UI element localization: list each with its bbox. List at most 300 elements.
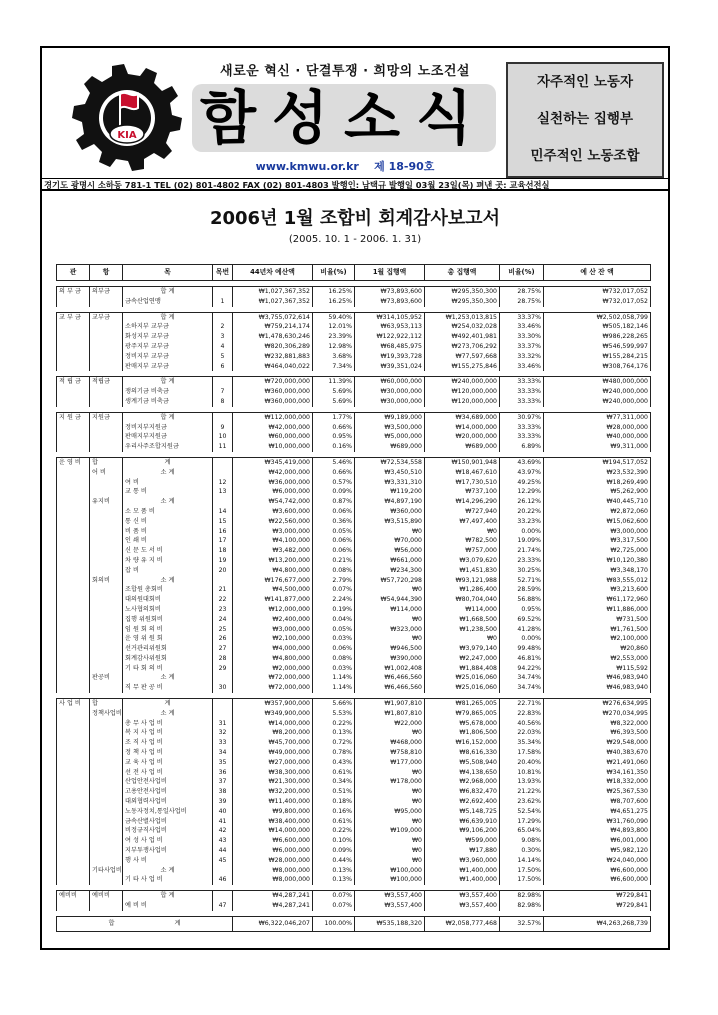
budget-cell: ₩45,700,000 bbox=[233, 738, 313, 748]
subcategory-cell bbox=[90, 748, 123, 758]
item-cell: 고용안전사업비 bbox=[123, 787, 213, 797]
budget-rate-cell: 5.66% bbox=[313, 699, 355, 709]
item-cell: 소하지부 교부금 bbox=[123, 322, 213, 332]
item-number-cell: 36 bbox=[213, 768, 233, 778]
item-number-cell: 32 bbox=[213, 728, 233, 738]
remaining-budget-cell: ₩40,000,000 bbox=[544, 432, 651, 442]
budget-rate-cell: 2.79% bbox=[313, 576, 355, 586]
spent-rate-cell: 40.56% bbox=[500, 719, 544, 729]
spent-rate-cell: 49.25% bbox=[500, 478, 544, 488]
item-number-cell bbox=[213, 377, 233, 387]
item-number-cell: 27 bbox=[213, 644, 233, 654]
item-number-cell: 38 bbox=[213, 787, 233, 797]
total-spent-cell: ₩4,138,650 bbox=[425, 768, 500, 778]
budget-cell: ₩4,500,000 bbox=[233, 585, 313, 595]
subcategory-cell bbox=[90, 342, 123, 352]
budget-cell: ₩13,200,000 bbox=[233, 556, 313, 566]
budget-rate-cell: 5.69% bbox=[313, 387, 355, 397]
budget-rate-cell: 0.13% bbox=[313, 728, 355, 738]
header-cell: 총 집행액 bbox=[425, 265, 500, 281]
subcategory-cell bbox=[90, 901, 123, 911]
total-spent-cell: ₩3,960,000 bbox=[425, 856, 500, 866]
total-spent-cell: ₩5,148,725 bbox=[425, 807, 500, 817]
subcategory-cell bbox=[90, 634, 123, 644]
item-cell: 생계기금 비축금 bbox=[123, 397, 213, 407]
subcategory-cell bbox=[90, 487, 123, 497]
spent-rate-cell: 33.30% bbox=[500, 332, 544, 342]
remaining-budget-cell: ₩31,760,090 bbox=[544, 817, 651, 827]
spent-rate-cell: 9.08% bbox=[500, 836, 544, 846]
january-spent-cell: ₩360,000 bbox=[355, 507, 425, 517]
budget-cell: ₩60,000,000 bbox=[233, 432, 313, 442]
item-number-cell: 41 bbox=[213, 817, 233, 827]
group-total-row bbox=[57, 412, 651, 422]
category-cell bbox=[57, 536, 90, 546]
total-spent-cell: ₩17,730,510 bbox=[425, 478, 500, 488]
budget-cell: ₩8,000,000 bbox=[233, 866, 313, 876]
item-number-cell: 35 bbox=[213, 758, 233, 768]
total-spent-cell: ₩2,247,000 bbox=[425, 654, 500, 664]
budget-rate-cell: 23.39% bbox=[313, 332, 355, 342]
table-row bbox=[57, 536, 651, 546]
spent-rate-cell: 28.75% bbox=[500, 297, 544, 307]
item-number-cell bbox=[213, 673, 233, 683]
remaining-budget-cell: ₩2,725,000 bbox=[544, 546, 651, 556]
january-spent-cell: ₩30,000,000 bbox=[355, 387, 425, 397]
spent-rate-cell: 30.25% bbox=[500, 566, 544, 576]
total-spent-cell: ₩14,000,000 bbox=[425, 423, 500, 433]
total-spent-cell: ₩114,000 bbox=[425, 605, 500, 615]
item-cell: 잡 비 bbox=[123, 566, 213, 576]
budget-rate-cell: 0.36% bbox=[313, 517, 355, 527]
category-cell bbox=[57, 352, 90, 362]
remaining-budget-cell: ₩15,062,600 bbox=[544, 517, 651, 527]
category-cell bbox=[57, 423, 90, 433]
january-spent-cell: ₩177,000 bbox=[355, 758, 425, 768]
item-cell: 소 모 품 비 bbox=[123, 507, 213, 517]
category-cell bbox=[57, 644, 90, 654]
item-cell: 대의원대회비 bbox=[123, 595, 213, 605]
subcategory-cell: 적립금 bbox=[90, 377, 123, 387]
january-spent-cell: ₩109,000 bbox=[355, 826, 425, 836]
item-cell: 노동자정치,통일사업비 bbox=[123, 807, 213, 817]
item-number-cell: 40 bbox=[213, 807, 233, 817]
budget-rate-cell: 0.61% bbox=[313, 817, 355, 827]
item-cell: 정비지부지원금 bbox=[123, 423, 213, 433]
budget-cell: ₩38,300,000 bbox=[233, 768, 313, 778]
item-number-cell: 1 bbox=[213, 297, 233, 307]
january-spent-cell: ₩1,907,810 bbox=[355, 699, 425, 709]
january-spent-cell: ₩234,300 bbox=[355, 566, 425, 576]
remaining-budget-cell: ₩61,172,960 bbox=[544, 595, 651, 605]
item-number-cell: 22 bbox=[213, 595, 233, 605]
item-cell: 합 계 bbox=[123, 287, 213, 297]
remaining-budget-cell: ₩729,841 bbox=[544, 891, 651, 901]
remaining-budget-cell: ₩21,491,060 bbox=[544, 758, 651, 768]
january-spent-cell: ₩3,500,000 bbox=[355, 423, 425, 433]
table-row bbox=[57, 585, 651, 595]
subcategory-cell bbox=[90, 362, 123, 372]
motto-line: 민주적인 노동조합 bbox=[530, 148, 640, 164]
table-row bbox=[57, 297, 651, 307]
spent-rate-cell: 69.52% bbox=[500, 615, 544, 625]
spent-rate-cell: 94.22% bbox=[500, 664, 544, 674]
item-cell: 기 타 사 업 비 bbox=[123, 875, 213, 885]
item-cell: 우리사주조합지원금 bbox=[123, 442, 213, 452]
total-spent-cell: ₩2,058,777,468 bbox=[425, 916, 500, 931]
total-spent-cell: ₩492,401,981 bbox=[425, 332, 500, 342]
remaining-budget-cell: ₩40,383,670 bbox=[544, 748, 651, 758]
item-cell: 계 bbox=[123, 457, 213, 467]
budget-cell: ₩820,306,289 bbox=[233, 342, 313, 352]
remaining-budget-cell: ₩83,555,012 bbox=[544, 576, 651, 586]
budget-rate-cell: 0.08% bbox=[313, 566, 355, 576]
table-row bbox=[57, 595, 651, 605]
header-cell: 44년차 예산액 bbox=[233, 265, 313, 281]
remaining-budget-cell: ₩240,000,000 bbox=[544, 387, 651, 397]
budget-cell: ₩464,040,022 bbox=[233, 362, 313, 372]
category-cell bbox=[57, 664, 90, 674]
budget-rate-cell: 12.01% bbox=[313, 322, 355, 332]
table-row bbox=[57, 387, 651, 397]
total-spent-cell: ₩93,121,988 bbox=[425, 576, 500, 586]
website-link[interactable]: www.kmwu.or.kr bbox=[255, 160, 359, 173]
header-cell: 목 bbox=[123, 265, 213, 281]
january-spent-cell: ₩3,515,890 bbox=[355, 517, 425, 527]
report-title: 2006년 1월 조합비 회계감사보고서 bbox=[209, 208, 501, 229]
remaining-budget-cell: ₩1,761,500 bbox=[544, 625, 651, 635]
budget-rate-cell: 16.25% bbox=[313, 297, 355, 307]
subcategory-cell bbox=[90, 683, 123, 693]
total-spent-cell: ₩120,000,000 bbox=[425, 387, 500, 397]
subcategory-cell bbox=[90, 615, 123, 625]
category-cell bbox=[57, 901, 90, 911]
budget-cell: ₩112,000,000 bbox=[233, 412, 313, 422]
budget-cell: ₩2,400,000 bbox=[233, 615, 313, 625]
budget-cell: ₩4,287,241 bbox=[233, 891, 313, 901]
remaining-budget-cell: ₩40,445,710 bbox=[544, 497, 651, 507]
masthead-title: 함성소식 bbox=[192, 84, 496, 152]
table-row bbox=[57, 478, 651, 488]
table-row bbox=[57, 807, 651, 817]
january-spent-cell: ₩0 bbox=[355, 615, 425, 625]
category-cell bbox=[57, 875, 90, 885]
item-cell: 교 육 사 업 비 bbox=[123, 758, 213, 768]
spent-rate-cell: 26.12% bbox=[500, 497, 544, 507]
budget-rate-cell: 0.78% bbox=[313, 748, 355, 758]
item-cell: 총 무 사 업 비 bbox=[123, 719, 213, 729]
subcategory-cell bbox=[90, 625, 123, 635]
table-row bbox=[57, 728, 651, 738]
spent-rate-cell: 12.29% bbox=[500, 487, 544, 497]
category-cell bbox=[57, 807, 90, 817]
budget-rate-cell: 0.51% bbox=[313, 787, 355, 797]
january-spent-cell: ₩56,000 bbox=[355, 546, 425, 556]
january-spent-cell: ₩73,893,600 bbox=[355, 287, 425, 297]
item-number-cell bbox=[213, 412, 233, 422]
budget-cell: ₩21,300,000 bbox=[233, 777, 313, 787]
table-row bbox=[57, 768, 651, 778]
january-spent-cell: ₩323,000 bbox=[355, 625, 425, 635]
item-cell: 대외협력사업비 bbox=[123, 797, 213, 807]
budget-rate-cell: 0.06% bbox=[313, 644, 355, 654]
january-spent-cell: ₩390,000 bbox=[355, 654, 425, 664]
january-spent-cell: ₩100,000 bbox=[355, 866, 425, 876]
category-cell bbox=[57, 719, 90, 729]
budget-rate-cell: 0.16% bbox=[313, 442, 355, 452]
budget-rate-cell: 0.44% bbox=[313, 856, 355, 866]
total-spent-cell: ₩3,079,620 bbox=[425, 556, 500, 566]
item-number-cell: 42 bbox=[213, 826, 233, 836]
budget-cell: ₩4,100,000 bbox=[233, 536, 313, 546]
total-spent-cell: ₩599,000 bbox=[425, 836, 500, 846]
table-row bbox=[57, 566, 651, 576]
budget-rate-cell: 0.06% bbox=[313, 536, 355, 546]
item-number-cell: 8 bbox=[213, 397, 233, 407]
spent-rate-cell: 33.33% bbox=[500, 377, 544, 387]
budget-rate-cell: 0.06% bbox=[313, 507, 355, 517]
january-spent-cell: ₩0 bbox=[355, 836, 425, 846]
subcategory-cell bbox=[90, 875, 123, 885]
item-cell: 기 타 회 의 비 bbox=[123, 664, 213, 674]
category-cell: 교 부 금 bbox=[57, 312, 90, 322]
item-number-cell: 20 bbox=[213, 566, 233, 576]
subcategory-cell bbox=[90, 797, 123, 807]
item-number-cell: 4 bbox=[213, 342, 233, 352]
subcategory-cell bbox=[90, 768, 123, 778]
item-cell: 쟁의기금 비축금 bbox=[123, 387, 213, 397]
item-cell: 합 계 bbox=[123, 412, 213, 422]
budget-cell: ₩6,000,000 bbox=[233, 487, 313, 497]
subcategory-cell bbox=[90, 654, 123, 664]
item-number-cell: 45 bbox=[213, 856, 233, 866]
contact-bar: 경기도 광명시 소하동 781-1 TEL (02) 801-4802 FAX (02) 801-4803 발행인: 남택규 발행일 03월 23일(목) 펴낸 곳: 교육선전실 bbox=[42, 178, 668, 191]
item-cell: 선거관리위원회 bbox=[123, 644, 213, 654]
subcategory-cell bbox=[90, 536, 123, 546]
header-cell: 1월 집행액 bbox=[355, 265, 425, 281]
category-cell: 의 부 금 bbox=[57, 287, 90, 297]
budget-cell: ₩14,000,000 bbox=[233, 826, 313, 836]
total-spent-cell: ₩689,000 bbox=[425, 442, 500, 452]
group-total-row bbox=[57, 377, 651, 387]
january-spent-cell: ₩54,944,390 bbox=[355, 595, 425, 605]
budget-cell: ₩22,560,000 bbox=[233, 517, 313, 527]
category-cell: 적 립 금 bbox=[57, 377, 90, 387]
budget-cell: ₩72,000,000 bbox=[233, 673, 313, 683]
total-spent-cell: ₩727,940 bbox=[425, 507, 500, 517]
item-number-cell: 2 bbox=[213, 322, 233, 332]
table-row bbox=[57, 748, 651, 758]
budget-rate-cell: 0.21% bbox=[313, 556, 355, 566]
january-spent-cell: ₩57,720,298 bbox=[355, 576, 425, 586]
budget-rate-cell: 1.77% bbox=[313, 412, 355, 422]
subcategory-cell bbox=[90, 478, 123, 488]
january-spent-cell: ₩3,557,400 bbox=[355, 891, 425, 901]
spent-rate-cell: 23.33% bbox=[500, 556, 544, 566]
logo-text: KIA bbox=[117, 130, 137, 141]
budget-cell: ₩6,600,000 bbox=[233, 836, 313, 846]
subcategory-cell: 교부금 bbox=[90, 312, 123, 322]
remaining-budget-cell: ₩5,982,120 bbox=[544, 846, 651, 856]
january-spent-cell: ₩468,000 bbox=[355, 738, 425, 748]
budget-rate-cell: 0.04% bbox=[313, 615, 355, 625]
remaining-budget-cell: ₩18,269,490 bbox=[544, 478, 651, 488]
table-row bbox=[57, 507, 651, 517]
total-spent-cell: ₩1,668,500 bbox=[425, 615, 500, 625]
subcategory-cell bbox=[90, 595, 123, 605]
january-spent-cell: ₩72,534,558 bbox=[355, 457, 425, 467]
total-spent-cell: ₩757,000 bbox=[425, 546, 500, 556]
category-cell bbox=[57, 787, 90, 797]
budget-cell: ₩1,027,367,352 bbox=[233, 287, 313, 297]
budget-rate-cell: 59.40% bbox=[313, 312, 355, 322]
remaining-budget-cell: ₩4,893,800 bbox=[544, 826, 651, 836]
spent-rate-cell: 33.33% bbox=[500, 387, 544, 397]
total-spent-cell: ₩273,706,292 bbox=[425, 342, 500, 352]
category-cell bbox=[57, 468, 90, 478]
january-spent-cell: ₩0 bbox=[355, 817, 425, 827]
total-spent-cell: ₩25,016,060 bbox=[425, 683, 500, 693]
category-cell: 예비비 bbox=[57, 891, 90, 901]
table-row bbox=[57, 856, 651, 866]
budget-rate-cell: 0.72% bbox=[313, 738, 355, 748]
item-cell: 소 계 bbox=[123, 709, 213, 719]
table-row bbox=[57, 709, 651, 719]
january-spent-cell: ₩95,000 bbox=[355, 807, 425, 817]
category-cell bbox=[57, 605, 90, 615]
spent-rate-cell: 13.93% bbox=[500, 777, 544, 787]
table-row bbox=[57, 866, 651, 876]
table-row bbox=[57, 576, 651, 586]
item-cell: 광주지부 교부금 bbox=[123, 342, 213, 352]
spent-rate-cell: 0.95% bbox=[500, 605, 544, 615]
total-spent-cell: ₩1,238,500 bbox=[425, 625, 500, 635]
header-cell: 예 산 잔 액 bbox=[544, 265, 651, 281]
item-cell: 신 문 도 서 비 bbox=[123, 546, 213, 556]
motto-box bbox=[506, 62, 664, 178]
grand-total-label-part: 합 bbox=[108, 919, 115, 927]
category-cell bbox=[57, 826, 90, 836]
subcategory-cell bbox=[90, 566, 123, 576]
budget-cell: ₩141,877,000 bbox=[233, 595, 313, 605]
category-cell: 운 영 비 bbox=[57, 457, 90, 467]
january-spent-cell: ₩0 bbox=[355, 768, 425, 778]
table-row bbox=[57, 332, 651, 342]
category-cell bbox=[57, 836, 90, 846]
budget-rate-cell: 7.34% bbox=[313, 362, 355, 372]
category-cell bbox=[57, 634, 90, 644]
budget-rate-cell: 5.46% bbox=[313, 457, 355, 467]
table-row bbox=[57, 352, 651, 362]
january-spent-cell: ₩0 bbox=[355, 634, 425, 644]
january-spent-cell: ₩0 bbox=[355, 585, 425, 595]
spent-rate-cell: 52.54% bbox=[500, 807, 544, 817]
total-spent-cell: ₩120,000,000 bbox=[425, 397, 500, 407]
remaining-budget-cell: ₩270,034,995 bbox=[544, 709, 651, 719]
subcategory-cell: 합 bbox=[90, 699, 123, 709]
budget-cell: ₩28,000,000 bbox=[233, 856, 313, 866]
gear-logo-icon bbox=[70, 58, 192, 176]
item-number-cell: 10 bbox=[213, 432, 233, 442]
budget-cell: ₩6,322,046,207 bbox=[233, 916, 313, 931]
budget-rate-cell: 0.05% bbox=[313, 527, 355, 537]
category-cell bbox=[57, 546, 90, 556]
category-cell bbox=[57, 654, 90, 664]
spent-rate-cell: 0.00% bbox=[500, 634, 544, 644]
category-cell bbox=[57, 517, 90, 527]
budget-cell: ₩14,000,000 bbox=[233, 719, 313, 729]
spent-rate-cell: 6.89% bbox=[500, 442, 544, 452]
remaining-budget-cell: ₩3,000,000 bbox=[544, 527, 651, 537]
table-row bbox=[57, 362, 651, 372]
remaining-budget-cell: ₩194,517,052 bbox=[544, 457, 651, 467]
table-row bbox=[57, 625, 651, 635]
spent-rate-cell: 82.98% bbox=[500, 901, 544, 911]
january-spent-cell: ₩39,351,024 bbox=[355, 362, 425, 372]
category-cell bbox=[57, 768, 90, 778]
spent-rate-cell: 35.34% bbox=[500, 738, 544, 748]
subcategory-cell bbox=[90, 507, 123, 517]
subcategory-cell bbox=[90, 719, 123, 729]
spent-rate-cell: 0.30% bbox=[500, 846, 544, 856]
remaining-budget-cell: ₩29,548,000 bbox=[544, 738, 651, 748]
spent-rate-cell: 34.74% bbox=[500, 673, 544, 683]
spent-rate-cell: 33.32% bbox=[500, 352, 544, 362]
spent-rate-cell: 33.46% bbox=[500, 362, 544, 372]
subcategory-cell bbox=[90, 517, 123, 527]
budget-cell: ₩3,000,000 bbox=[233, 527, 313, 537]
group-total-row bbox=[57, 312, 651, 322]
subcategory-cell bbox=[90, 846, 123, 856]
budget-cell: ₩360,000,000 bbox=[233, 387, 313, 397]
item-cell: 계 bbox=[123, 699, 213, 709]
subcategory-cell bbox=[90, 826, 123, 836]
spent-rate-cell: 99.48% bbox=[500, 644, 544, 654]
motto-line: 자주적인 노동자 bbox=[537, 74, 633, 90]
item-number-cell: 16 bbox=[213, 527, 233, 537]
category-cell bbox=[57, 527, 90, 537]
category-cell bbox=[57, 738, 90, 748]
january-spent-cell: ₩73,893,600 bbox=[355, 297, 425, 307]
budget-cell: ₩12,000,000 bbox=[233, 605, 313, 615]
budget-cell: ₩360,000,000 bbox=[233, 397, 313, 407]
remaining-budget-cell: ₩20,860 bbox=[544, 644, 651, 654]
category-cell: 사 업 비 bbox=[57, 699, 90, 709]
category-cell bbox=[57, 625, 90, 635]
january-spent-cell: ₩60,000,000 bbox=[355, 377, 425, 387]
category-cell: 지 원 금 bbox=[57, 412, 90, 422]
remaining-budget-cell: ₩731,500 bbox=[544, 615, 651, 625]
january-spent-cell: ₩5,000,000 bbox=[355, 432, 425, 442]
category-cell bbox=[57, 362, 90, 372]
total-spent-cell: ₩782,500 bbox=[425, 536, 500, 546]
budget-rate-cell: 0.19% bbox=[313, 605, 355, 615]
total-spent-cell: ₩25,016,060 bbox=[425, 673, 500, 683]
total-spent-cell: ₩3,557,400 bbox=[425, 901, 500, 911]
spent-rate-cell: 56.88% bbox=[500, 595, 544, 605]
spent-rate-cell: 10.81% bbox=[500, 768, 544, 778]
budget-rate-cell: 100.00% bbox=[313, 916, 355, 931]
january-spent-cell: ₩6,466,560 bbox=[355, 683, 425, 693]
issue-number: 제 18-90호 bbox=[374, 160, 435, 173]
total-spent-cell: ₩1,884,408 bbox=[425, 664, 500, 674]
spent-rate-cell: 22.03% bbox=[500, 728, 544, 738]
budget-cell: ₩38,400,000 bbox=[233, 817, 313, 827]
remaining-budget-cell: ₩2,502,058,799 bbox=[544, 312, 651, 322]
budget-rate-cell: 0.07% bbox=[313, 891, 355, 901]
spent-rate-cell: 28.59% bbox=[500, 585, 544, 595]
total-spent-cell: ₩14,296,290 bbox=[425, 497, 500, 507]
